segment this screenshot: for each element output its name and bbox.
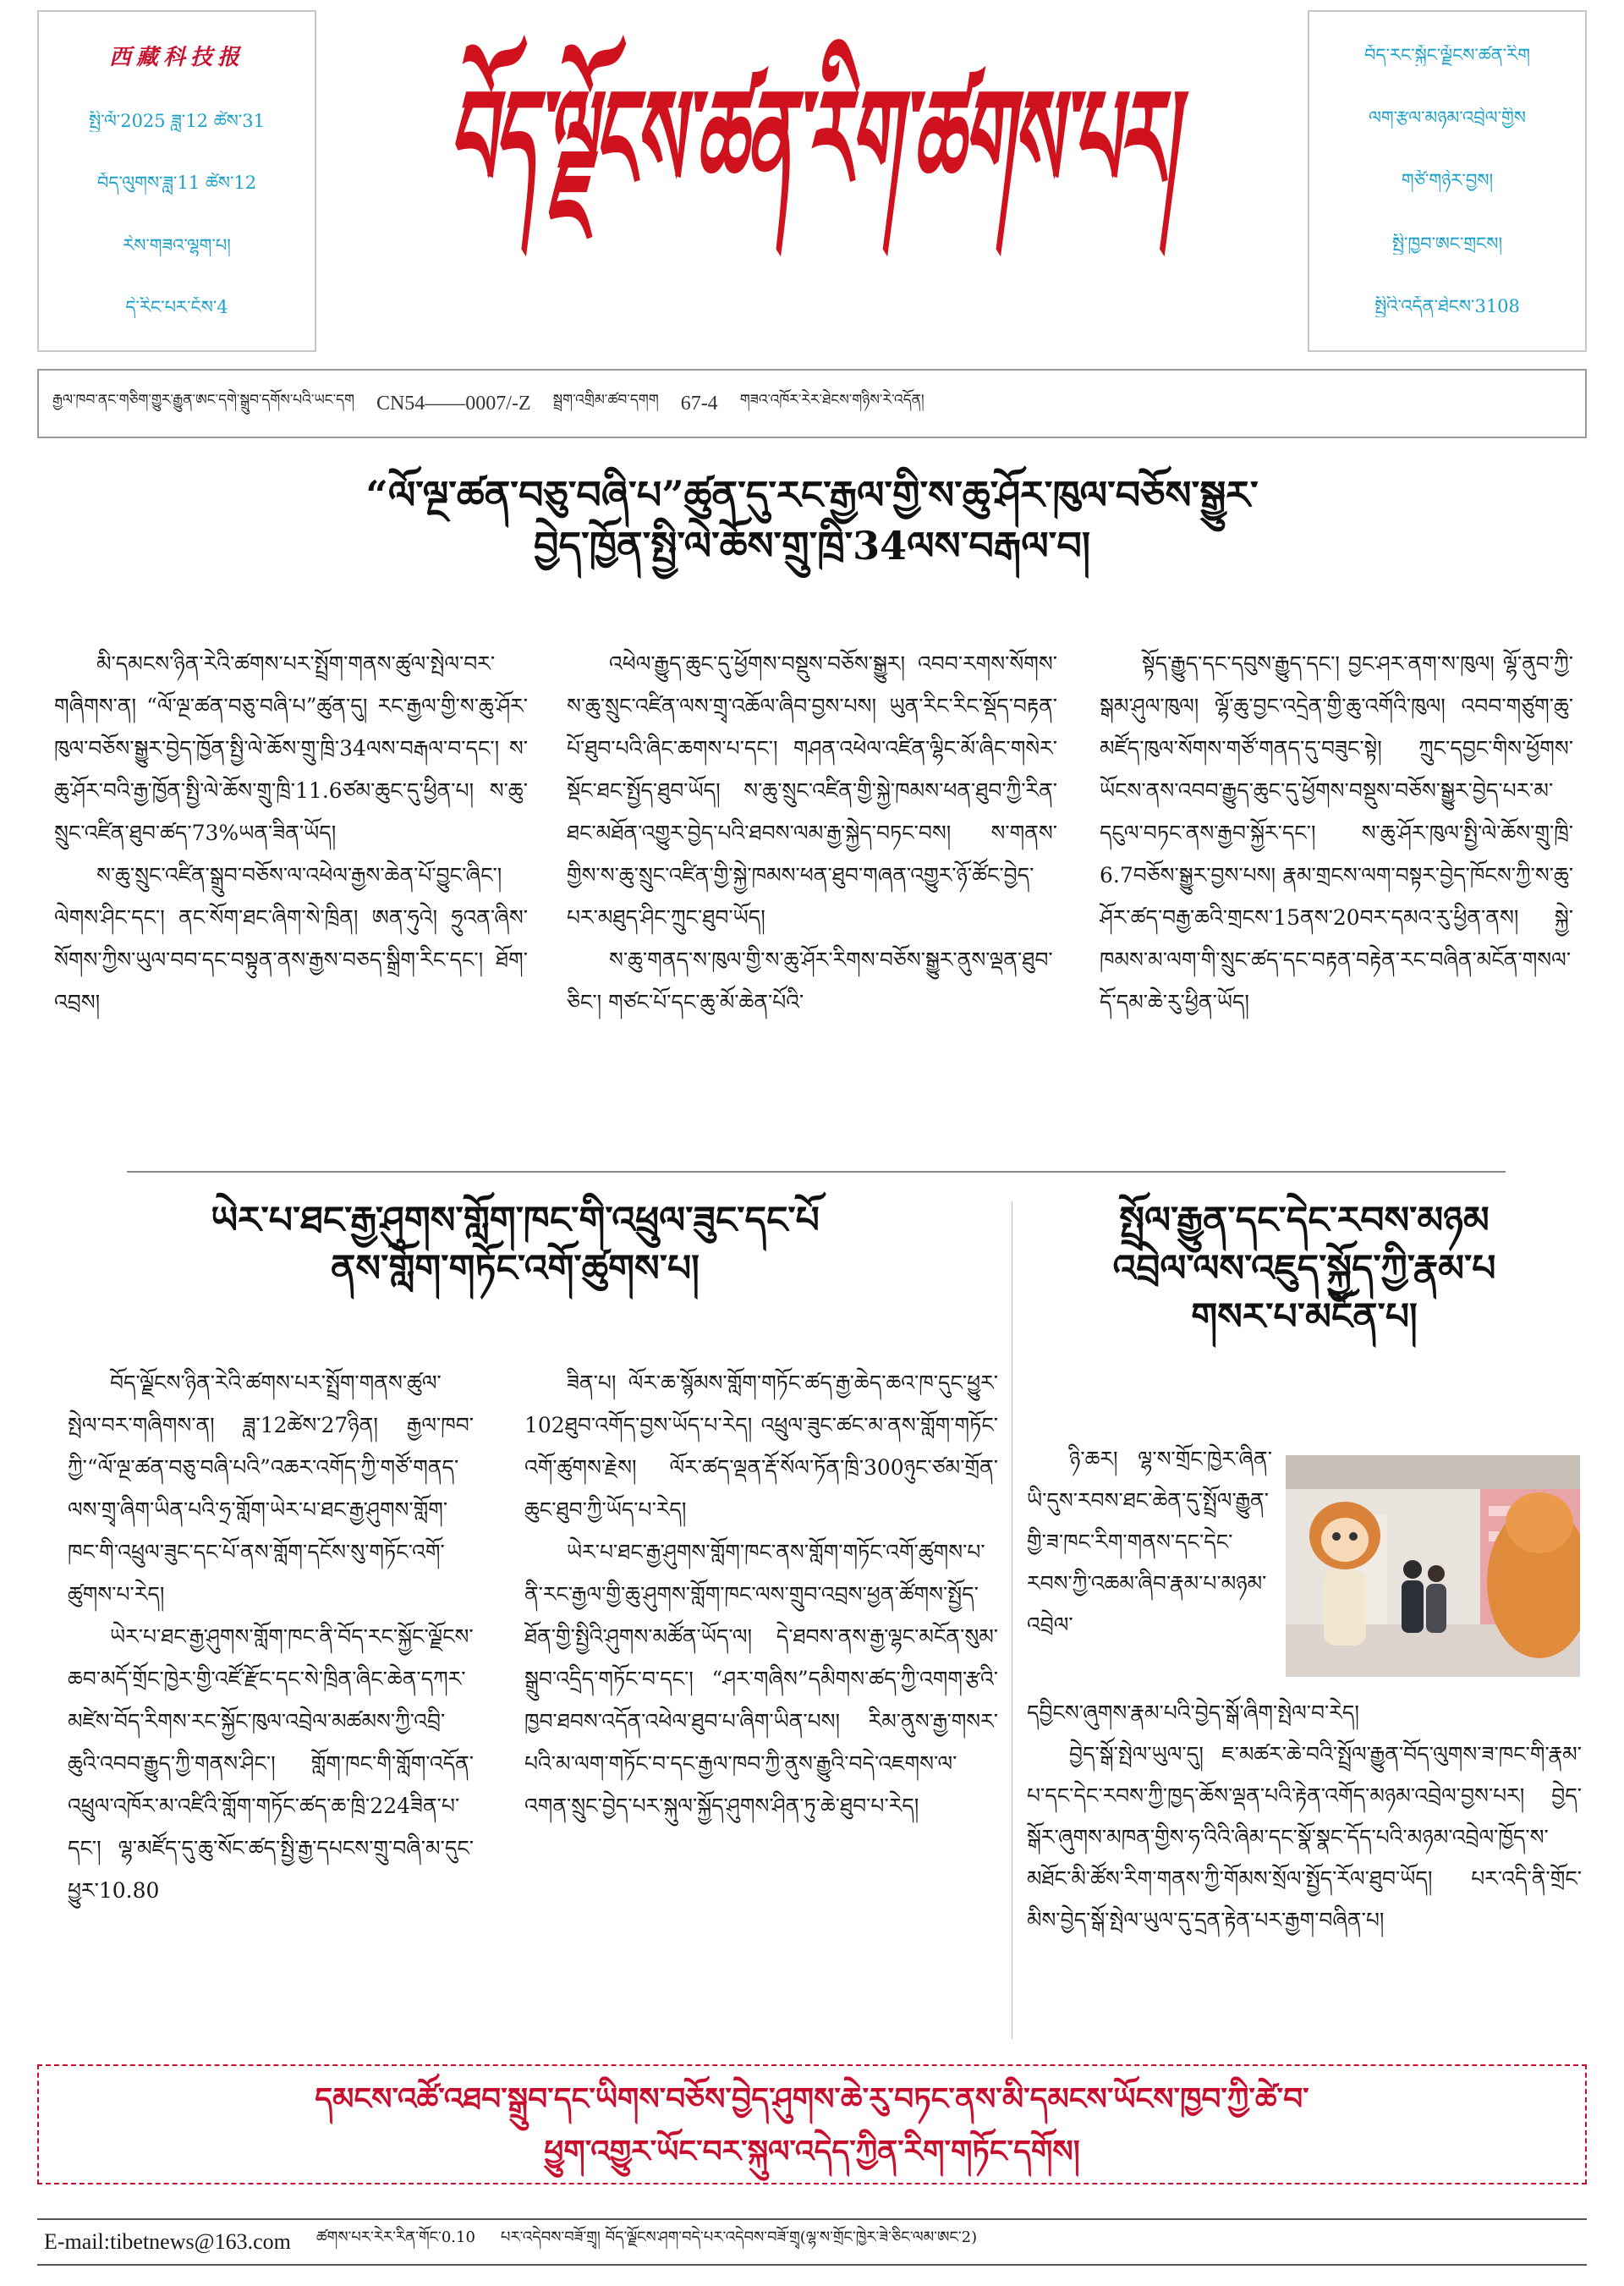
issue-number: སྤྱིའི་འདོན་ཐེངས་3108 [1374,296,1520,317]
publisher-line-2: ལག་རྩལ་མཉམ་འབྲེལ་གྱིས [1369,107,1526,128]
main-headline [37,470,1587,572]
paragraph: བོད་ལྗོངས་ཉིན་རེའི་ཚགས་པར་སྤྲོག་གནས་ཚུལ་སྤེལ་བར་གཞིགས་ན། ཟླ་12ཚེས་27ཉིན། རྒྱལ་ཁབ་ཀྱི་“ལོ་ལྔ་ཚན་བཅུ་བཞི་པའི”འཆར་འགོད་ཀྱི་གཙོ་གནད་ལས་གྲྭ་ཞིག་ཡིན་པའི་ཧྲ་གློག་ཡེར་པ་ཐང་རྒྱ་ཤུགས་གློག་ཁང་གི་འཕྲུལ་ཟུང་དང་པོ་ནས་གློག་དངོས་སུ་གཏོང་འགོ་ཚུགས་པ་རེད། [68,1371,474,1607]
hydropower-headline-line-1: ཡེར་པ་ཐང་རྒྱ་ཤུགས་གློག་ཁང་གི་འཕྲུལ་ཟུང་དང་པོ [211,1199,820,1242]
paragraph: འཕེལ་རྒྱུད་ཆུང་དུ་ཕྱོགས་བསྡུས་བཅོས་སྒྱུར། འབབ་རགས་སོགས་ས་ཆུ་སྲུང་འཛིན་ལས་གྲྭ་འཆོལ་ཞིབ་བྱས་པས། ཡུན་རིང་རིང་སྡོད་བརྟན་པོ་ཐུབ་པའི་ཞིང་ཆགས་པ་དང་། གཤན་འཕེལ་འཛིན་ལྷིང་མོ་ཞིང་གསེར་སྡོང་ཐང་སྤྱོད་ཐུབ་ཡོད། ས་ཆུ་སྲུང་འཛིན་གྱི་སྐྱེ་ཁམས་ཕན་ཐུབ་ཀྱི་རིན་ཐང་མཐོན་འགྱུར་བྱེད་པའི་ཐབས་ལམ་རྒྱ་སྐྱེད་བཏང་བས། ས་གནས་གྱིས་ས་ཆུ་སྲུང་འཛིན་གྱི་སྐྱེ་ཁམས་ཕན་ཐུབ་གཞན་འགྱུར་ཉོ་ཚོང་བྱེད་པར་མཐུད་ཤིང་ཀྲུང་ཐུབ་ཡོད། [567,651,1057,930]
nameplate-text: བོད་ལྗོངས་ཚན་རིག་ཚགས་པར། [448,58,1176,222]
slogan-line-2: ཕྱུག་འགྱུར་ཡོང་བར་སྐུལ་འདེད་ཀྱིན་རིག་གཏོང་དགོས། [544,2134,1080,2169]
hydropower-headline-line-2: ནས་གློག་གཏོང་འགོ་ཚུགས་པ། [331,1247,700,1291]
paragraph: ས་ཆུ་སྲུང་འཛིན་སྒྲུབ་བཅོས་ལ་འཕེལ་རྒྱས་ཆེན་པོ་བྱུང་ཞིང་། ལེགས་ཤིང་དང་། ནང་སོག་ཐང་ཞིག་སེ་ཁྲིན། ཨན་ཧུའེ། ཧྲུའན་ཞིས་སོགས་ཀྱིས་ཡུལ་བབ་དང་བསྟུན་ནས་རྒྱས་བཅད་སྒྲིག་རིང་དང་། ཐོག་འབྲས། [54,863,528,1014]
top-article-column-3 [1100,643,1573,1151]
date-line: སྤྱི་ལོ་2025 ཟླ་12 ཚེས་31 [89,111,265,132]
main-headline-line-1: “ལོ་ལྔ་ཚན་བཅུ་བཞི་པ”ཚུན་དུ་རང་རྒྱལ་གྱི་ས་ཆུ་ཤོར་ཁུལ་བཅོས་སྒྱུར་ [365,472,1259,518]
paragraph: ས་ཆུ་གནད་ས་ཁུལ་གྱི་ས་ཆུ་ཤོར་རིགས་བཅོས་སྒྱུར་ནུས་ལྡན་ཐུབ་ཅིང་། གཙང་པོ་དང་ཆུ་མོ་ཆེན་པོའི་ [567,948,1053,1014]
footer-price: ཚགས་པར་རེར་རིན་གོང་0.10 [315,2228,475,2246]
paragraph: མི་དམངས་ཉིན་རེའི་ཚགས་པར་སྤྲོག་གནས་ཚུལ་སྤེལ་བར་གཞིགས་ན། “ལོ་ལྔ་ཚན་བཅུ་བཞི་པ”ཚུན་དུ། རང་རྒྱལ་གྱི་ས་ཆུ་ཤོར་ཁུལ་བཅོས་སྒྱུར་བྱེད་ཁྱོན་སྤྱི་ལེ་ཆོས་གྲུ་ཁྲི་34ལས་བརྒལ་བ་དང་། ས་ཆུ་ཤོར་བའི་རྒྱ་ཁྱོན་སྤྱི་ལེ་ཆོས་གྲུ་ཁྲི་11.6ཙམ་ཆུང་དུ་ཕྱིན་པ། ས་ཆུ་སྲུང་འཛིན་ཐུབ་ཚད་73%ཡན་ཟིན་ཡོད། [54,651,528,845]
footer-email[interactable]: E-mail:tibetnews@163.com [44,2229,291,2254]
paragraph: སྟོད་རྒྱུད་དང་དབུས་རྒྱུད་དང་། བྱང་ཤར་ནག་ས་ཁུལ། ལྷོ་ནུབ་ཀྱི་སྒམ་ཤུལ་ཁུལ། ལྷོ་ཆུ་བྱང་འདྲེན་གྱི་ཆུ་འགོའི་ཁུལ། འབབ་གཙུག་ཆུ་མཛོད་ཁུལ་སོགས་གཙོ་གནད་དུ་བཟུང་སྟེ། ཀྲུང་དབྱང་གིས་ཕྱོགས་ཡོངས་ནས་འབབ་རྒྱུད་ཆུང་དུ་ཕྱོགས་བསྡུས་བཅོས་སྒྱུར་བྱེད་པར་མ་དངུལ་བཏང་ནས་རྒྱབ་སྐྱོར་དང་། ས་ཆུ་ཤོར་ཁུལ་སྤྱི་ལེ་ཆོས་གྲུ་ཁྲི་6.7བཅོས་སྒྱུར་བྱས་པས། རྣམ་གྲངས་ལག་བསྟར་བྱེད་ཁོངས་ཀྱི་ས་ཆུ་ཤོར་ཚད་བརྒྱ་ཆའི་གྲངས་15ནས་20བར་དམའ་རུ་ཕྱིན་ནས། སྐྱེ་ཁམས་མ་ལག་གི་སྲུང་ཚད་དང་བརྟན་བརྟེན་རང་བཞིན་མངོན་གསལ་དོ་དམ་ཆེ་རུ་ཕྱིན་ཡོད། [1100,651,1573,1014]
mascot-photo-image [1286,1455,1580,1677]
edition-count: དེ་རིང་པར་ངོས་4 [125,296,228,317]
paragraph: ཉི་ཆར། ལྷ་ས་གྲོང་ཁྱེར་ཞིན་ཡི་དུས་རབས་ཐང་ཆེན་དུ་སྤྲོལ་རྒྱུན་གྱི་ཟ་ཁང་རིག་གནས་དང་དེང་རབས་ཀྱི་འཆམ་ཞིབ་རྣམ་པ་མཉམ་འབྲེལ་ [1027,1447,1272,1637]
footer [37,2218,1587,2266]
hydropower-article-column-2 [524,1362,998,2039]
culture-article-wide-column [1027,1692,1582,2030]
main-headline-line-2: བྱེད་ཁྱོན་སྤྱི་ལེ་ཆོས་གྲུ་ཁྲི་34ལས་བརྒལ་བ། [533,522,1091,569]
weekday: རེས་གཟའ་ལྷག་པ། [123,234,231,256]
hydropower-headline [37,1196,993,1293]
registration-text: རྒྱལ་ཁབ་ནང་གཅིག་གྱུར་རྒྱུན་ཨང་དགེ་སྒྲུབ་དགོས་པའི་ཡང་དག [52,392,354,409]
footer-printer: པར་འདེབས་བཟོ་གྲྭ། བོད་ལྗོངས་ཤག་བདེ་པར་འདེབས་བཟོ་གྲྭ(ལྷ་ས་གྲོང་ཁྱེར་ཟེ་ཅིང་ལམ་ཨང་2) [500,2228,978,2246]
newspaper-nameplate [333,10,1291,352]
slogan-line-1: དམངས་འཚོ་འཐབ་སྒྲུབ་དང་ཡིགས་བཅོས་བྱེད་ཤུགས་ཆེ་རུ་བཏང་ནས་མི་དམངས་ཡོངས་ཁྱབ་ཀྱི་ཚེ་བ་ [315,2081,1309,2117]
tibetan-date: བོད་ལུགས་ཟླ་11 ཚེས་12 [96,173,257,194]
culture-headline-line-1: སྤྲོལ་རྒྱུན་དང་དེང་རབས་མཉམ [1119,1199,1490,1242]
publisher-line-4: སྤྱི་ཁྱབ་ཨང་གྲངས། [1391,233,1503,254]
culture-article-narrow-column [1027,1438,1272,1692]
hydropower-article-column-1 [68,1362,474,2039]
masthead-right-box [1308,10,1587,352]
publisher-line-3: གཙོ་གཉེར་བྱས། [1401,170,1494,191]
mascot-photo [1286,1455,1580,1677]
culture-headline [1022,1196,1587,1342]
frequency-text: གཟའ་འཁོར་རེར་ཐེངས་གཉིས་རེ་འདོན། [739,392,924,409]
masthead-left-box [37,10,316,352]
top-article-column-2 [567,643,1057,1151]
paragraph: ཟིན་པ། ལོར་ཆ་སྙོམས་གློག་གཏོང་ཚད་རྒྱ་ཆེད་ཆའ་ཁ་དུང་ཕྱུར་102ཐུབ་འགོད་བྱས་ཡོད་པ་རེད། འཕྲུལ་ཟུང་ཚང་མ་ནས་གློག་གཏོང་འགོ་ཚུགས་རྗེས། ལོར་ཚད་ལྡན་རྡོ་སོལ་ཏོན་ཁྲི་300ཉུང་ཙམ་གྲོན་ཆུང་ཐུབ་ཀྱི་ཡོད་པ་རེད། [524,1371,998,1522]
chinese-name: 西藏科技报 [108,45,244,69]
paragraph: ཡེར་པ་ཐང་རྒྱ་ཤུགས་གློག་ཁང་ནི་བོད་རང་སྐྱོང་ལྗོངས་ཆབ་མདོ་གྲོང་ཁྱེར་གྱི་འཛོ་རྫོང་དང་སེ་ཁྲིན་ཞིང་ཆེན་དཀར་མཛེས་བོད་རིགས་རང་སྐྱོང་ཁུལ་འབྲེལ་མཚམས་ཀྱི་འབྲི་ཆུའི་འབབ་རྒྱུད་ཀྱི་གནས་ཤིང་། གློག་ཁང་གི་གློག་འདོན་འཕྲུལ་འཁོར་མ་འཛིའི་གློག་གཏོང་ཚད་ཆ་ཁྲི་224ཟིན་པ་དང་། ལྷ་མཛོད་དུ་ཆུ་སོང་ཚད་སྤྱི་རྒྱ་དཔངས་གྲུ་བཞི་མ་དུང་ཕྱུར་10.80 [68,1624,474,1903]
publisher-line-1: བོད་རང་སྐྱོང་ལྗོངས་ཚན་རིག [1363,44,1531,65]
masthead [37,10,1587,352]
slogan-banner [37,2064,1587,2184]
paragraph: དབྱིངས་ཞུགས་རྣམ་པའི་བྱེད་སྒོ་ཞིག་སྤེལ་བ་རེད། [1027,1701,1359,1725]
registration-bar [37,369,1587,438]
paragraph: ཡེར་པ་ཐང་རྒྱ་ཤུགས་གློག་ཁང་ནས་གློག་གཏོང་འགོ་ཚུགས་པ་ནི་རང་རྒྱལ་གྱི་ཆུ་ཤུགས་གློག་ཁང་ལས་གྲུབ་འབྲས་ཕྱན་ཚོགས་སྤྱོད་ཐོན་གྱི་སྤྱིའི་ཤུགས་མཚོན་ཡོད་ལ། དེ་ཐབས་ནས་རྒྱ་ལྷང་མངོན་སུམ་སྒྲུབ་འདྲིད་གཏོང་བ་དང་། “ཤར་གཞིས”དམིགས་ཚད་ཀྱི་འགག་རྩའི་ཁྱབ་ཐབས་འདོན་འཕེལ་ཐུབ་པ་ཞིག་ཡིན་པས། རིམ་ནུས་རྒྱ་གསར་པའི་མ་ལག་གཏོང་བ་དང་རྒྱལ་ཁབ་ཀྱི་ནུས་རྒྱུའི་བདེ་འཇགས་ལ་འགན་སྲུང་བྱེད་པར་སྐུལ་སྐྱོད་ཤུགས་ཤིན་ཏུ་ཆེ་ཐུབ་པ་རེད། [524,1540,998,1818]
culture-headline-line-2: འབྲེལ་ལས་འཇུད་སྐྱོད་ཀྱི་རྣམ་པ [1112,1247,1496,1291]
postal-code: 67-4 [680,392,718,415]
culture-headline-line-3: གསར་པ་མངོན་པ། [1191,1295,1418,1339]
top-article-column-1 [54,643,528,1151]
paragraph: བྱེད་སྒོ་སྤེལ་ཡུལ་དུ། ཇ་མཚར་ཆེ་བའི་སྤྲོལ་རྒྱུན་བོད་ལུགས་ཟ་ཁང་གི་རྣམ་པ་དང་དེང་རབས་ཀྱི་ཁྱད་ཆོས་ལྡན་པའི་རྟེན་འགོད་མཉམ་འབྲེལ་བྱས་པར། བྱེད་སྒོར་ཞུགས་མཁན་གྱིས་ཧ་འིའི་ཞིམ་དང་སྣོ་སྣང་དོད་པའི་མཉམ་འབྲེལ་ཁྱོད་ས་མཐོང་མི་ཚོས་རིག་གནས་ཀྱི་གོམས་སྲོལ་སྤྱོད་རོལ་ཐུབ་ཡོད། པར་འདི་ནི་གྲོང་མིས་བྱེད་སྒོ་སྤེལ་ཡུལ་དུ་དྲན་རྟེན་པར་རྒྱག་བཞིན་པ། [1027,1742,1582,1932]
section-divider [127,1171,1506,1173]
postal-label: སྦྲག་འགྲིམ་ཚབ་དགག [552,392,659,409]
cn-code: CN54——0007/-Z [376,392,531,415]
